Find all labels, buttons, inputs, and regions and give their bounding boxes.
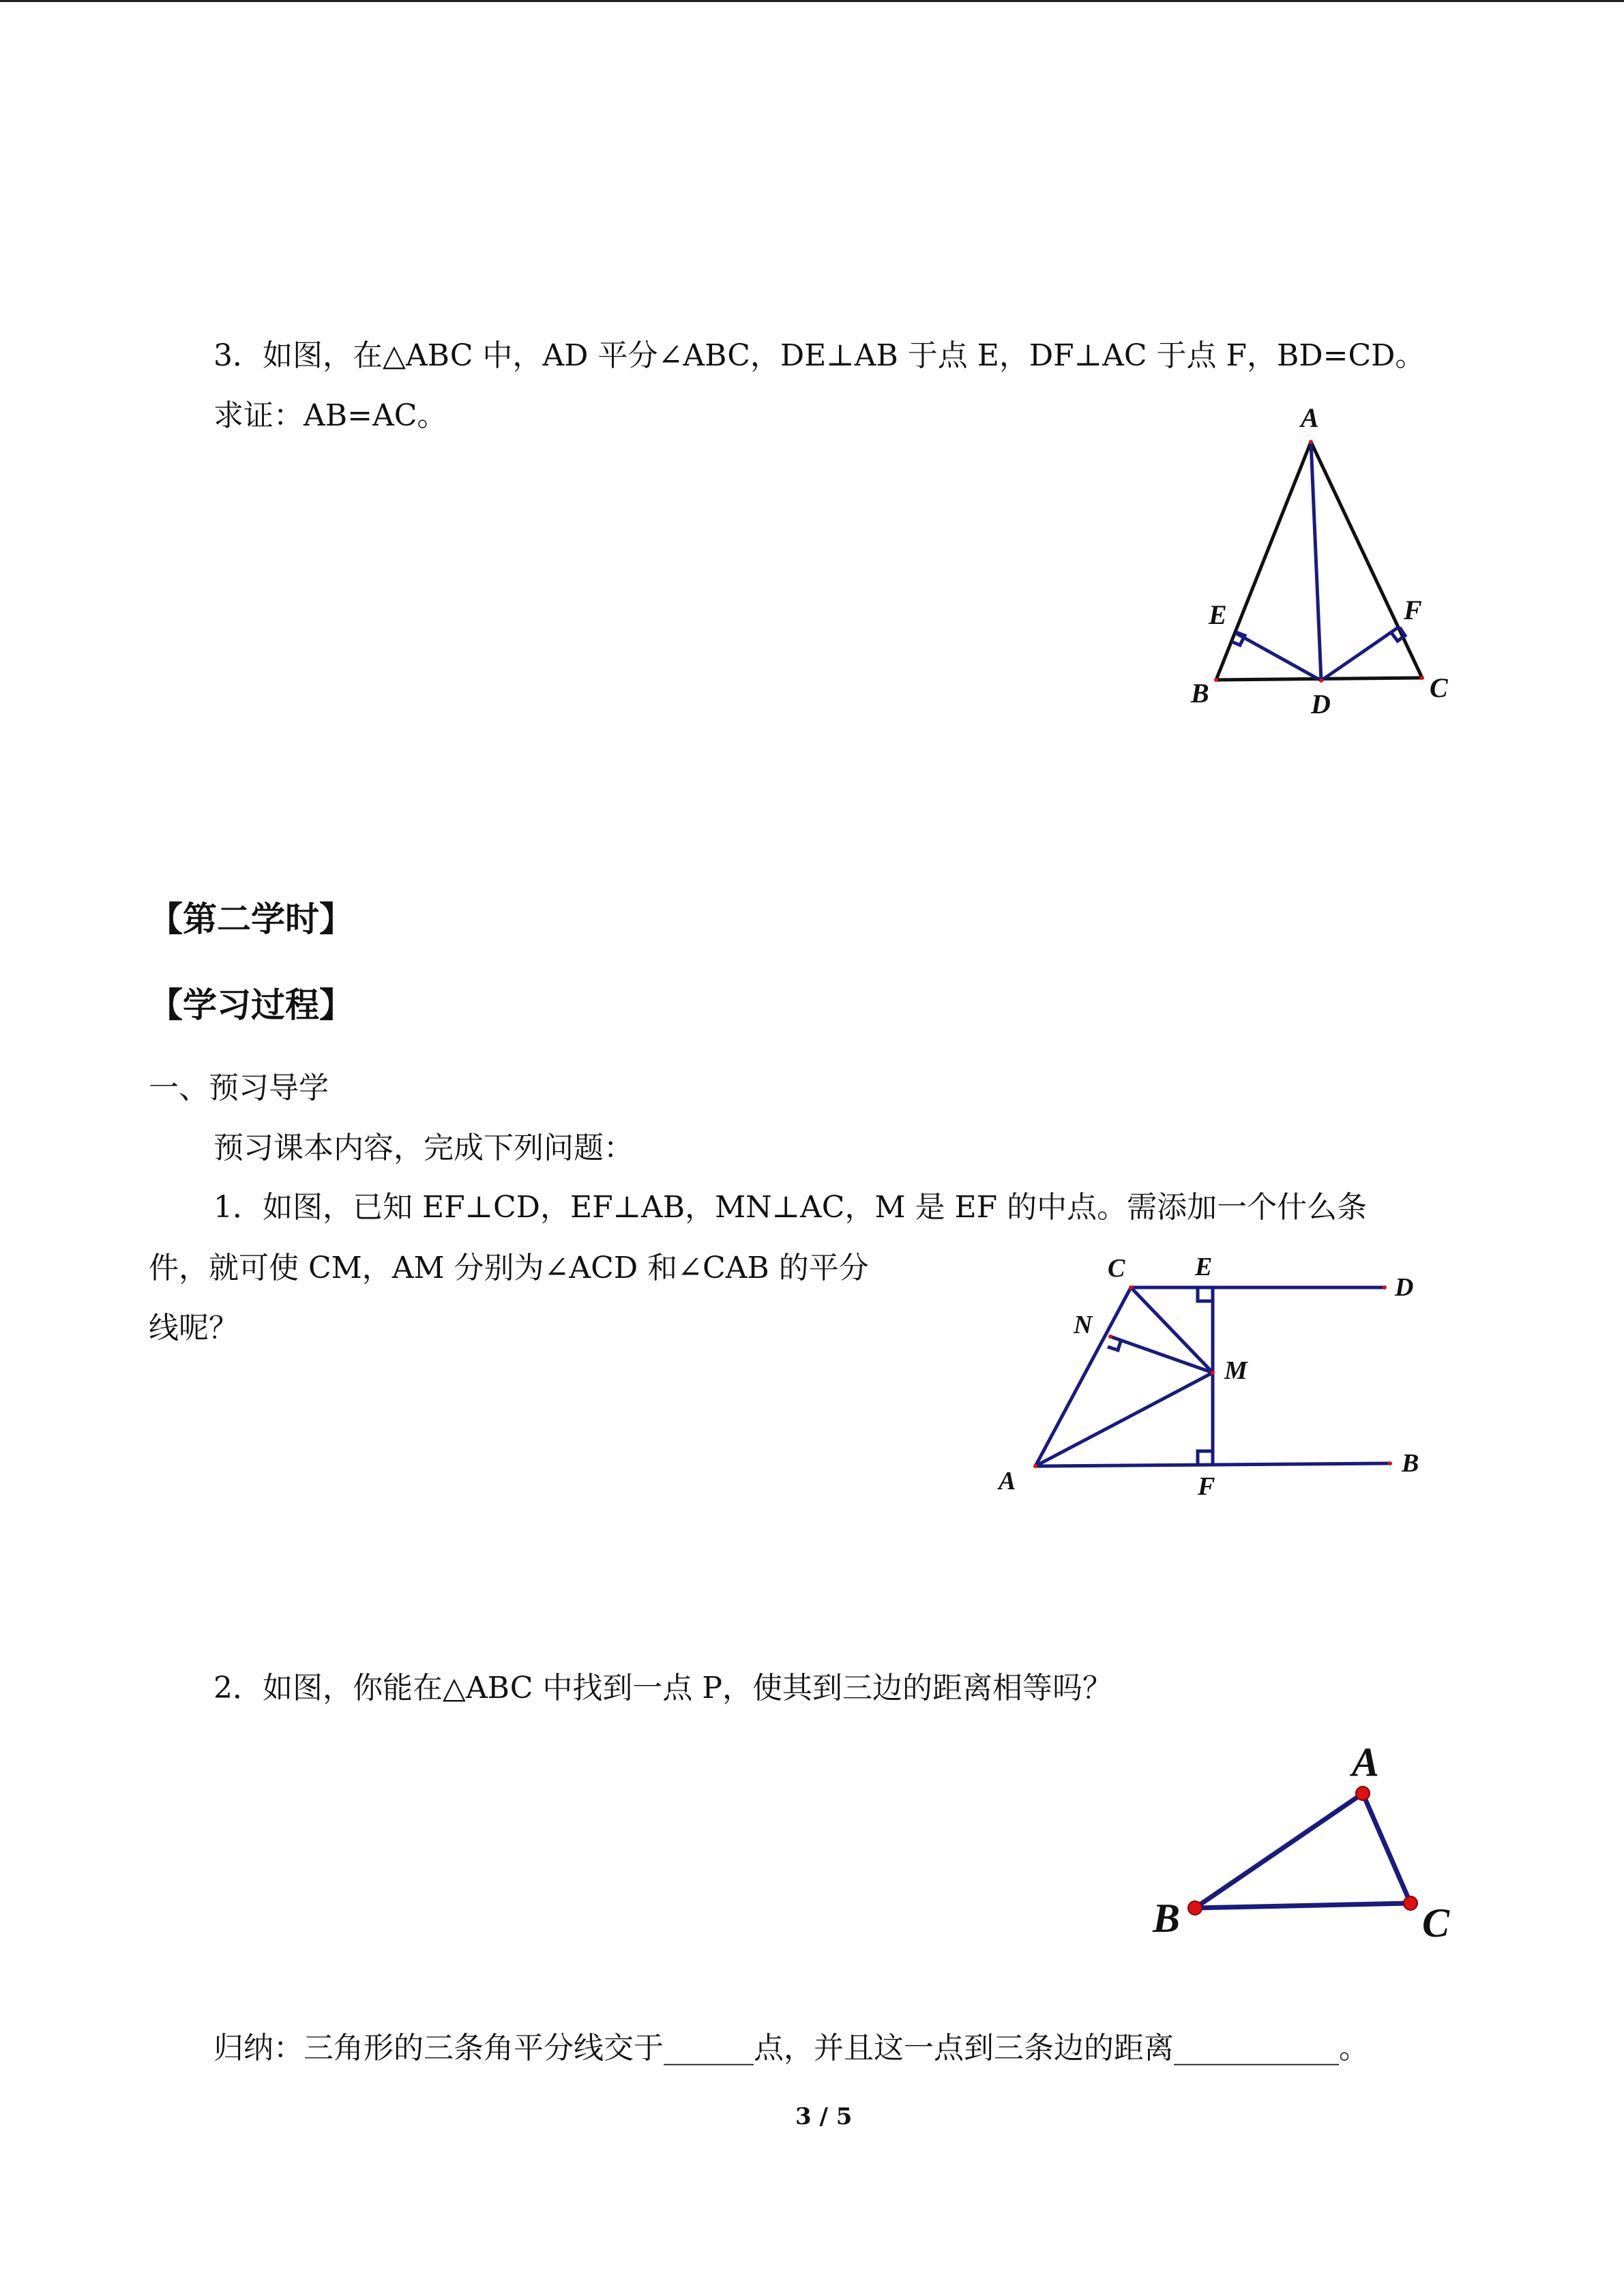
- side-ab: [1195, 1793, 1363, 1908]
- summary-part-2: 点，并且这一点到三条边的距离: [754, 2031, 1174, 2066]
- segment-ad: [1311, 442, 1321, 681]
- label-a: A: [1301, 402, 1319, 433]
- question-1-line-3: 线呢？: [149, 1311, 239, 1345]
- label-b: B: [1402, 1449, 1419, 1478]
- label-b: B: [1153, 1896, 1181, 1941]
- label-m: M: [1224, 1356, 1247, 1385]
- point-b: [1214, 678, 1218, 682]
- point-c: [1129, 1285, 1133, 1289]
- label-e: E: [1195, 1253, 1213, 1281]
- label-a: A: [1352, 1740, 1380, 1785]
- problem-3-prove: 求证：AB=AC。: [213, 398, 447, 433]
- label-n: N: [1074, 1311, 1093, 1339]
- page-top-border: [0, 0, 1624, 2]
- right-angle-mark-n: [1108, 1341, 1121, 1350]
- label-d: D: [1395, 1273, 1414, 1302]
- label-f: F: [1198, 1472, 1215, 1501]
- figure-triangle-abc: [1146, 1732, 1460, 1957]
- section-lesson-2: 【第二学时】: [149, 899, 353, 939]
- side-ab: [1216, 442, 1311, 680]
- section-learning-process: 【学习过程】: [149, 985, 353, 1025]
- right-angle-mark-e: [1198, 1287, 1213, 1301]
- point-n: [1108, 1335, 1112, 1339]
- point-d: [1383, 1285, 1387, 1289]
- problem-3-statement: 3．如图，在△ABC 中，AD 平分∠ABC，DE⊥AB 于点 E，DF⊥AC 于点 F，BD=CD。: [213, 338, 1426, 373]
- side-ac: [1363, 1793, 1411, 1903]
- label-c: C: [1430, 672, 1448, 703]
- point-m: [1211, 1371, 1215, 1375]
- question-1-line-2: 件，就可使 CM，AM 分别为∠ACD 和∠CAB 的平分: [149, 1251, 869, 1285]
- label-d: D: [1311, 689, 1331, 719]
- page-number: 3 / 5: [795, 2103, 853, 2130]
- label-c: C: [1108, 1254, 1125, 1283]
- point-b: [1188, 1901, 1202, 1915]
- question-1-line-1: 1．如图，已知 EF⊥CD，EF⊥AB，MN⊥AC，M 是 EF 的中点。需添加一个什么条: [213, 1190, 1368, 1225]
- summary-part-3: 。: [1339, 2031, 1369, 2066]
- segment-de: [1235, 633, 1321, 681]
- figure-parallel-lines-bisectors: [989, 1248, 1446, 1507]
- point-d: [1319, 679, 1323, 683]
- label-c: C: [1422, 1900, 1450, 1945]
- summary-line: [213, 2029, 1369, 2068]
- segment-df: [1321, 627, 1398, 681]
- summary-part-1: 归纳：三角形的三条角平分线交于: [213, 2031, 664, 2066]
- blank-intersection[interactable]: ______: [664, 2031, 754, 2066]
- blank-distance[interactable]: ___________: [1174, 2031, 1339, 2066]
- side-ac: [1311, 442, 1422, 678]
- point-a: [1356, 1787, 1370, 1800]
- label-f: F: [1404, 595, 1422, 625]
- point-c: [1404, 1896, 1417, 1910]
- preview-intro: 预习课本内容，完成下列问题：: [213, 1131, 634, 1165]
- label-e: E: [1209, 599, 1227, 630]
- label-a: A: [999, 1467, 1016, 1495]
- right-angle-mark-f: [1198, 1451, 1213, 1465]
- point-a: [1309, 440, 1313, 444]
- point-b: [1388, 1461, 1392, 1465]
- point-a: [1033, 1464, 1037, 1468]
- figure-triangle-abc-bisector: [1173, 396, 1460, 719]
- side-bc: [1195, 1903, 1411, 1908]
- question-2: 2．如图，你能在△ABC 中找到一点 P，使其到三边的距离相等吗？: [213, 1671, 1112, 1705]
- point-c: [1420, 676, 1424, 680]
- preview-heading: 一、预习导学: [149, 1071, 329, 1105]
- label-b: B: [1191, 678, 1209, 709]
